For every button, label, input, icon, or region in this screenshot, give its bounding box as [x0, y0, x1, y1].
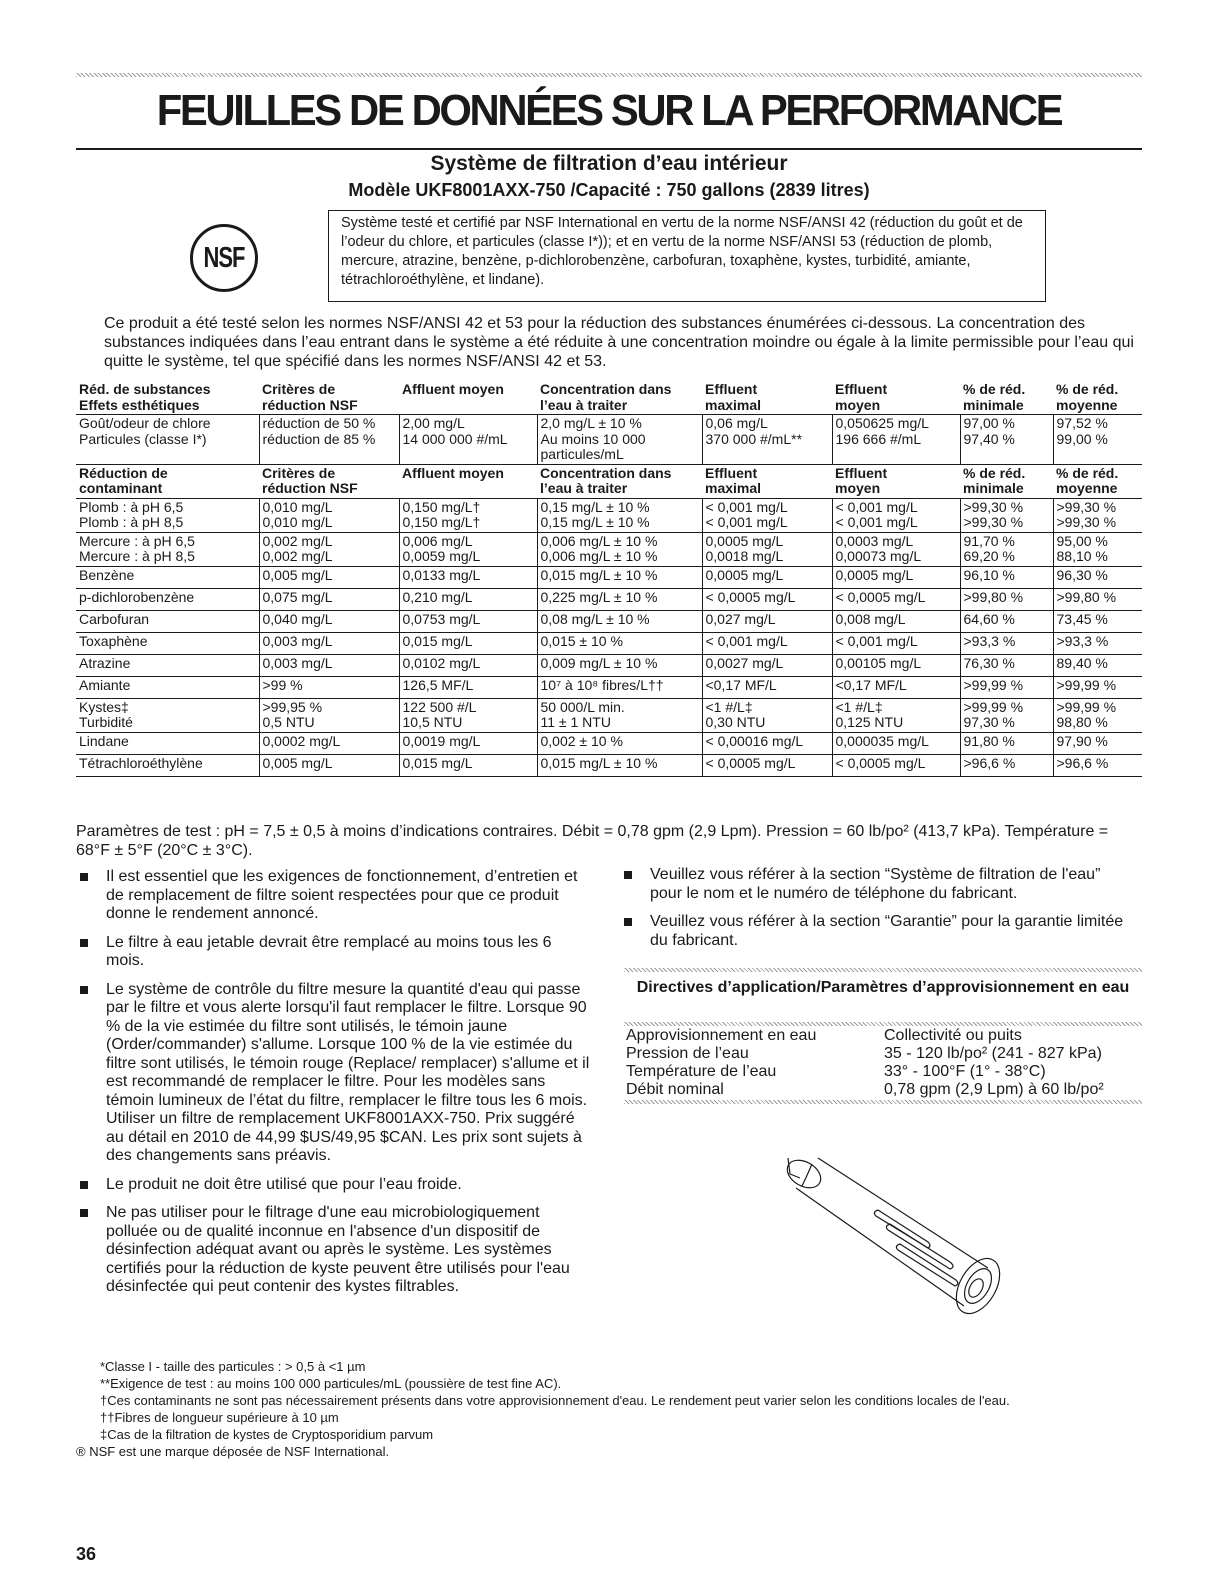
table-cell: 0,210 mg/L: [399, 588, 537, 610]
table-header-cell: Effluent maximal: [705, 381, 762, 413]
directive-label: Température de l’eau: [626, 1063, 777, 1080]
bullet-item: [80, 981, 590, 1166]
table-cell: 0,0753 mg/L: [399, 610, 537, 632]
table-cell: 0,015 ± 10 %: [537, 632, 702, 654]
table-cell: Benzène: [76, 566, 259, 588]
table-cell: <0,17 MF/L: [832, 676, 960, 698]
table-cell: 76,30 %: [960, 654, 1053, 676]
table-cell: >93,3 %: [960, 632, 1053, 654]
table-cell: 0,225 mg/L ± 10 %: [537, 588, 702, 610]
table-row: [76, 732, 1142, 754]
bullet-item: [80, 868, 590, 924]
table-cell: 64,60 %: [960, 610, 1053, 632]
table-cell: 0,0005 mg/L 0,0018 mg/L: [702, 532, 832, 566]
table-cell: 89,40 %: [1053, 654, 1142, 676]
directives-row: [626, 1081, 1142, 1099]
directive-value: Collectivité ou puits: [884, 1027, 1022, 1044]
table-cell: >96,6 %: [1053, 754, 1142, 776]
table-cell: >99 %: [259, 676, 399, 698]
table-row: [76, 498, 1142, 532]
table-cell: 0,00105 mg/L: [832, 654, 960, 676]
table-cell: >99,99 %: [960, 676, 1053, 698]
table-header-cell: Affluent moyen: [402, 381, 504, 397]
table-cell: 0,0102 mg/L: [399, 654, 537, 676]
intro-paragraph: Ce produit a été testé selon les normes NSF/ANSI 42 et 53 pour la réduction des substances énumérées ci-dessous. La concentration des substances indiquées dans l’eau entrant dans le système a été réduite à une concentration moindre ou égale à la limite permissible pour l’eau qui quitte le système, tel que spécifié dans les normes NSF/ANSI 42 et 53.: [104, 315, 1134, 370]
footnote: *Classe I - taille des particules : > 0,5 à <1 µm: [100, 1359, 366, 1374]
table-cell: 0,006 mg/L ± 10 % 0,006 mg/L ± 10 %: [537, 532, 702, 566]
table-cell: 96,30 %: [1053, 566, 1142, 588]
table-cell: 0,000035 mg/L: [832, 732, 960, 754]
table-cell: 0,015 mg/L ± 10 %: [537, 754, 702, 776]
directives-hatch-mid: [624, 1022, 1142, 1026]
table-cell: <0,17 MF/L: [702, 676, 832, 698]
table-cell: Atrazine: [76, 654, 259, 676]
table-cell: <1 #/L‡ 0,30 NTU: [702, 698, 832, 732]
table-cell: 0,003 mg/L: [259, 632, 399, 654]
table-cell: >99,80 %: [960, 588, 1053, 610]
bullet-item: [80, 1204, 590, 1297]
table-cell: 0,15 mg/L ± 10 % 0,15 mg/L ± 10 %: [537, 498, 702, 532]
table-row: [76, 415, 1142, 465]
directive-value: 35 - 120 lb/po² (241 - 827 kPa): [884, 1045, 1102, 1062]
table-cell: 0,006 mg/L 0,0059 mg/L: [399, 532, 537, 566]
table-cell: < 0,001 mg/L < 0,001 mg/L: [832, 498, 960, 532]
table-row: [76, 610, 1142, 632]
bullet-list-left: [80, 868, 590, 1307]
bullet-text: Le système de contrôle du filtre mesure la quantité d'eau qui passe par le filtre et vous alerte lorsqu'il faut remplacer le filtre. Lorsque 90 % de la vie estimée du filtre sont utilisés, le témoin jaune (Order/commander) s'allume. Lorsque 100 % de la vie estimée du filtre sont utilisés, le témoin rouge (Replace/ remplacer) s'allume et il est recommandé de remplacer le filtre. Pour les modèles sans témoin lumineux de l’état du filtre, remplacer le filtre tous les 6 mois. Utiliser un filtre de remplacement UKF8001AXX-750. Prix suggéré au détail en 2010 de 44,99 $US/49,95 $CAN. Les prix sont sujets à des changements sans préavis.: [106, 980, 590, 1164]
directives-hatch-bottom: [624, 1100, 1142, 1104]
square-bullet-icon: [80, 873, 88, 881]
table-cell: >99,99 % 98,80 %: [1053, 698, 1142, 732]
table-cell: 0,010 mg/L 0,010 mg/L: [259, 498, 399, 532]
table-cell: < 0,0005 mg/L: [702, 754, 832, 776]
table-cell: 0,06 mg/L 370 000 #/mL**: [702, 415, 832, 465]
directives-row: [626, 1027, 1142, 1045]
bullet-item: [80, 934, 590, 971]
table-cell: 2,0 mg/L ± 10 % Au moins 10 000 particules/mL: [537, 415, 702, 465]
table-header-cell: Réd. de substances Effets esthétiques: [79, 381, 211, 413]
table-header-row-aesthetic: [76, 381, 1142, 415]
bullet-text: Il est essentiel que les exigences de fonctionnement, d’entretien et de remplacement de filtre soient respectées pour que ce produit donne le rendement annoncé.: [106, 868, 578, 922]
table-cell: < 0,0005 mg/L: [832, 754, 960, 776]
table-cell: Mercure : à pH 6,5 Mercure : à pH 8,5: [76, 532, 259, 566]
page-title: FEUILLES DE DONNÉES SUR LA PERFORMANCE: [156, 86, 1062, 135]
table-cell: < 0,001 mg/L: [702, 632, 832, 654]
table-header-cell: % de réd. moyenne: [1056, 381, 1119, 413]
directives-title: Directives d’application/Paramètres d’approvisionnement en eau: [636, 979, 1130, 996]
table-cell: 122 500 #/L 10,5 NTU: [399, 698, 537, 732]
directives-hatch-top: [624, 968, 1142, 972]
section-subtitle: Système de filtration d’eau intérieur: [430, 152, 788, 175]
directives-row: [626, 1063, 1142, 1081]
directive-value: 0,78 gpm (2,9 Lpm) à 60 lb/po²: [884, 1081, 1104, 1098]
table-cell: 96,10 %: [960, 566, 1053, 588]
table-cell: 97,52 % 99,00 %: [1053, 415, 1142, 465]
footnote: ††Fibres de longueur supérieure à 10 µm: [100, 1410, 339, 1425]
table-cell: 0,005 mg/L: [259, 566, 399, 588]
table-header-cell: Réduction de contaminant: [79, 464, 168, 496]
table-cell: >99,30 % >99,30 %: [960, 498, 1053, 532]
table-header-cell: Concentration dans l’eau à traiter: [540, 464, 672, 496]
table-cell: 0,002 ± 10 %: [537, 732, 702, 754]
table-cell: >99,80 %: [1053, 588, 1142, 610]
table-cell: réduction de 50 % réduction de 85 %: [259, 415, 399, 465]
table-cell: 73,45 %: [1053, 610, 1142, 632]
footnote: **Exigence de test : au moins 100 000 particules/mL (poussière de test fine AC).: [100, 1376, 562, 1391]
table-row: [76, 676, 1142, 698]
table-cell: Plomb : à pH 6,5 Plomb : à pH 8,5: [76, 498, 259, 532]
table-cell: 10⁷ à 10⁸ fibres/L††: [537, 676, 702, 698]
table-cell: 91,80 %: [960, 732, 1053, 754]
test-parameters: Paramètres de test : pH = 7,5 ± 0,5 à moins d’indications contraires. Débit = 0,78 gpm (2,9 Lpm). Pression = 60 lb/po² (413,7 kPa). Température = 68°F ± 5°F (20°C ± 3°C).: [76, 823, 1109, 859]
table-header-cell: Concentration dans l’eau à traiter: [540, 381, 672, 413]
bullet-text: Le produit ne doit être utilisé que pour l’eau froide.: [106, 1175, 462, 1193]
table-cell: >99,99 %: [1053, 676, 1142, 698]
table-cell: < 0,0005 mg/L: [832, 588, 960, 610]
table-header-cell: Effluent moyen: [835, 464, 888, 496]
directive-label: Pression de l’eau: [626, 1045, 749, 1062]
table-cell: < 0,0005 mg/L: [702, 588, 832, 610]
table-header-cell: % de réd. minimale: [963, 464, 1026, 496]
square-bullet-icon: [80, 939, 88, 947]
table-cell: 97,00 % 97,40 %: [960, 415, 1053, 465]
nsf-logo: [190, 224, 258, 292]
table-header-cell: % de réd. moyenne: [1056, 464, 1119, 496]
bullet-text: Ne pas utiliser pour le filtrage d'une eau microbiologiquement polluée ou de qualité inconnue en l'absence d'un dispositif de désinfection adéquat avant ou après le système. Les systèmes certifiés pour la réduction de kyste peuvent être utilisés pour l'eau désinfectée qui peut contenir des kystes filtrables.: [106, 1204, 570, 1295]
top-hatch-rule: [76, 73, 1142, 77]
table-cell: <1 #/L‡ 0,125 NTU: [832, 698, 960, 732]
table-cell: < 0,00016 mg/L: [702, 732, 832, 754]
title-underline: [76, 148, 1142, 150]
table-cell: Lindane: [76, 732, 259, 754]
table-cell: 0,075 mg/L: [259, 588, 399, 610]
table-cell: >99,95 % 0,5 NTU: [259, 698, 399, 732]
table-header-row-contaminant: [76, 464, 1142, 498]
table-cell: 126,5 MF/L: [399, 676, 537, 698]
certification-box: Système testé et certifié par NSF International en vertu de la norme NSF/ANSI 42 (réduction du goût et de l’odeur du chlore, et particules (classe I*)); et en vertu de la norme NSF/ANSI 53 (réduction de plomb, mercure, atrazine, benzène, p-dichlorobenzène, carbofuran, toxaphène, kystes, turbidité, amiante, tétrachloroéthylène, et lindane).: [328, 210, 1046, 302]
bullet-list-right: [624, 866, 1134, 960]
table-row: [76, 566, 1142, 588]
table-header-cell: Effluent moyen: [835, 381, 888, 413]
table-header-cell: Critères de réduction NSF: [262, 381, 358, 413]
table-header-cell: Effluent maximal: [705, 464, 762, 496]
table-cell: 0,009 mg/L ± 10 %: [537, 654, 702, 676]
table-cell: 0,0005 mg/L: [832, 566, 960, 588]
bullet-item: [624, 913, 1134, 950]
square-bullet-icon: [80, 1209, 88, 1217]
water-filter-illustration: [760, 1134, 1020, 1334]
table-cell: 0,0027 mg/L: [702, 654, 832, 676]
table-cell: >99,30 % >99,30 %: [1053, 498, 1142, 532]
table-row: [76, 654, 1142, 676]
table-cell: 95,00 % 88,10 %: [1053, 532, 1142, 566]
table-cell: < 0,001 mg/L < 0,001 mg/L: [702, 498, 832, 532]
table-cell: 0,0133 mg/L: [399, 566, 537, 588]
table-cell: 97,90 %: [1053, 732, 1142, 754]
table-cell: Amiante: [76, 676, 259, 698]
table-cell: 0,040 mg/L: [259, 610, 399, 632]
table-header-cell: % de réd. minimale: [963, 381, 1026, 413]
table-cell: >96,6 %: [960, 754, 1053, 776]
model-capacity-line: Modèle UKF8001AXX-750 /Capacité : 750 gallons (2839 litres): [348, 180, 870, 200]
table-cell: 0,0003 mg/L 0,00073 mg/L: [832, 532, 960, 566]
table-cell: 0,027 mg/L: [702, 610, 832, 632]
directive-value: 33° - 100°F (1° - 38°C): [884, 1063, 1046, 1080]
table-row: [76, 532, 1142, 566]
bullet-item: [80, 1176, 590, 1195]
bullet-text: Veuillez vous référer à la section “Système de filtration de l'eau” pour le nom et le numéro de téléphone du fabricant.: [650, 866, 1101, 902]
table-cell: 91,70 % 69,20 %: [960, 532, 1053, 566]
directives-table: [626, 1027, 1142, 1099]
footnote: ® NSF est une marque déposée de NSF International.: [76, 1444, 390, 1459]
table-cell: >93,3 %: [1053, 632, 1142, 654]
footnote: ‡Cas de la filtration de kystes de Cryptosporidium parvum: [100, 1427, 434, 1442]
table-cell: Toxaphène: [76, 632, 259, 654]
page-number: 36: [76, 1544, 97, 1564]
square-bullet-icon: [624, 918, 632, 926]
table-header-cell: Affluent moyen: [402, 464, 504, 481]
table-cell: Goût/odeur de chlore Particules (classe I*): [76, 415, 259, 465]
table-cell: 0,0019 mg/L: [399, 732, 537, 754]
bullet-item: [624, 866, 1134, 903]
square-bullet-icon: [80, 986, 88, 994]
table-cell: p-dichlorobenzène: [76, 588, 259, 610]
table-cell: 50 000/L min. 11 ± 1 NTU: [537, 698, 702, 732]
directive-label: Approvisionnement en eau: [626, 1027, 817, 1044]
table-cell: Carbofuran: [76, 610, 259, 632]
table-row: [76, 632, 1142, 654]
square-bullet-icon: [80, 1181, 88, 1189]
directives-row: [626, 1045, 1142, 1063]
table-cell: 0,0002 mg/L: [259, 732, 399, 754]
table-cell: 0,050625 mg/L 196 666 #/mL: [832, 415, 960, 465]
table-cell: 0,150 mg/L† 0,150 mg/L†: [399, 498, 537, 532]
table-cell: 0,015 mg/L ± 10 %: [537, 566, 702, 588]
table-cell: >99,99 % 97,30 %: [960, 698, 1053, 732]
table-header-cell: Critères de réduction NSF: [262, 464, 358, 496]
performance-table: [76, 381, 1142, 777]
table-cell: 0,08 mg/L ± 10 %: [537, 610, 702, 632]
directive-label: Débit nominal: [626, 1081, 724, 1098]
table-cell: 0,002 mg/L 0,002 mg/L: [259, 532, 399, 566]
table-cell: 0,015 mg/L: [399, 754, 537, 776]
table-cell: 0,003 mg/L: [259, 654, 399, 676]
table-cell: < 0,001 mg/L: [832, 632, 960, 654]
table-cell: 0,015 mg/L: [399, 632, 537, 654]
footnotes: [76, 1358, 1142, 1460]
table-cell: 2,00 mg/L 14 000 000 #/mL: [399, 415, 537, 465]
table-cell: 0,0005 mg/L: [702, 566, 832, 588]
footnote: †Ces contaminants ne sont pas nécessairement présents dans votre approvisionnement d'eau. Le rendement peut varier selon les conditions locales de l'eau.: [100, 1393, 1010, 1408]
table-row: [76, 588, 1142, 610]
square-bullet-icon: [624, 871, 632, 879]
table-row: [76, 754, 1142, 776]
table-row: [76, 698, 1142, 732]
bullet-text: Veuillez vous référer à la section “Garantie” pour la garantie limitée du fabricant.: [650, 913, 1124, 949]
table-cell: 0,005 mg/L: [259, 754, 399, 776]
table-cell: 0,008 mg/L: [832, 610, 960, 632]
table-cell: Tétrachloroéthylène: [76, 754, 259, 776]
bullet-text: Le filtre à eau jetable devrait être remplacé au moins tous les 6 mois.: [106, 933, 552, 969]
table-cell: Kystes‡ Turbidité: [76, 698, 259, 732]
nsf-logo-text: NSF: [203, 241, 245, 274]
